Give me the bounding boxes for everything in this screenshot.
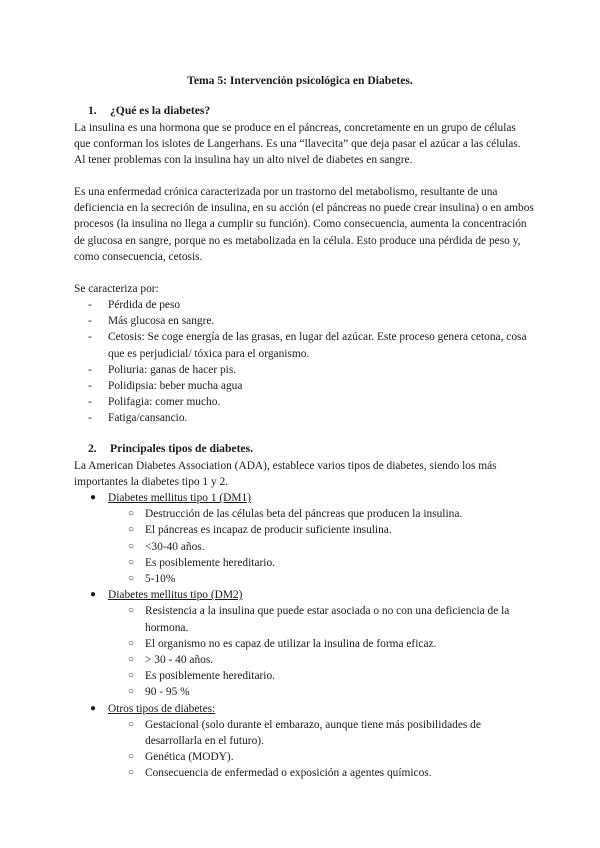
type-label: Diabetes mellitus tipo (DM2) [108,589,243,602]
list-item: ○ El páncreas es incapaz de producir suficiente insulina. [128,522,534,538]
section-2-heading [88,441,253,457]
characteristics-list [88,297,528,427]
type-other [88,701,534,782]
circle-bullet-icon: ○ [128,718,135,730]
bullet-icon: ● [90,702,97,714]
section-1-paragraph-2: Es una enfermedad crónica caracterizada por un trastorno del metabolismo, resultante de una deficiencia en la secreción de insulina, en su acción (el páncreas no puede crear insulina) o en ambos procesos (la insulina no llega a cumplir su función). Como consecuencia, aumenta la concentración de glucosa en sangre, porque no es metabolizada en la célula. Esto produce una pérdida de peso y, como consecuencia, cetosis. [74,186,534,263]
circle-bullet-icon: ○ [128,508,135,520]
section-1-title: ¿Qué es la diabetes? [110,104,211,117]
list-item: ○ 5-10% [128,571,534,587]
list-item: - Más glucosa en sangre. [88,315,215,328]
type-other-items [108,717,534,782]
list-item: - Fatiga/cansancio. [88,412,188,425]
list-item: - Polidipsia: beber mucha agua [88,380,243,393]
type-dm1-items [108,506,534,587]
circle-bullet-icon: ○ [128,637,135,649]
circle-bullet-icon: ○ [128,670,135,682]
section-1-heading [88,103,210,119]
list-item: ○ <30-40 años. [128,539,534,555]
list-item: - Cetosis: Se coge energía de las grasas, en lugar del azúcar. Este proceso genera cetona, cosa que es perjudicial/ tóxica para el organismo. [88,331,527,360]
bullet-icon: ● [90,492,97,503]
list-item: ○ 90 - 95 % [128,684,534,700]
type-label: Otros tipos de diabetes: [108,702,216,715]
type-dm2-items [108,603,534,700]
characteristics-intro: Se caracteriza por: [74,283,159,295]
section-1-paragraph-1: La insulina es una hormona que se produce en el páncreas, concretamente en un grupo de células que conforman los islotes de Langerhans. Es una “llavecita” que deja pasar el azúcar a las células. Al tener problemas con la insulina hay un alto nivel de diabetes en sangre. [74,122,521,167]
list-item: - Pérdida de peso [88,299,181,311]
circle-bullet-icon: ○ [128,556,135,568]
circle-bullet-icon: ○ [128,654,135,666]
diabetes-types-list [88,490,534,782]
bullet-icon: ● [90,589,97,601]
circle-bullet-icon: ○ [128,751,135,763]
list-item: ○ Destrucción de las células beta del páncreas que producen la insulina. [128,506,534,522]
list-item: ○ Genética (MODY). [128,749,534,765]
type-dm1 [88,490,534,587]
circle-bullet-icon: ○ [128,540,135,552]
type-label: Diabetes mellitus tipo 1 (DM1) [108,492,251,504]
section-2-title: Principales tipos de diabetes. [110,442,253,455]
list-item: ○ Consecuencia de enfermedad o exposición a agentes químicos. [128,765,534,781]
section-2-intro: La American Diabetes Association (ADA), establece varios tipos de diabetes, siendo los más importantes la diabetes tipo 1 y 2. [74,460,497,489]
circle-bullet-icon: ○ [128,767,135,779]
circle-bullet-icon: ○ [128,605,135,617]
document-title: Tema 5: Intervención psicológica en Diabetes. [187,74,413,87]
list-item: ○ > 30 - 40 años. [128,652,534,668]
circle-bullet-icon: ○ [128,524,135,536]
list-item: ○ Es posiblemente hereditario. [128,668,534,684]
type-dm2 [88,587,534,700]
list-item: ○ El organismo no es capaz de utilizar la insulina de forma eficaz. [128,636,534,652]
list-item: ○ Es posiblemente hereditario. [128,555,534,571]
list-item: ○ Resistencia a la insulina que puede estar asociada o no con una deficiencia de la hormona. [128,605,510,634]
circle-bullet-icon: ○ [128,686,135,698]
list-item: - Polifagia: comer mucho. [88,396,221,409]
circle-bullet-icon: ○ [128,573,135,585]
list-item: - Poliuria: ganas de hacer pis. [88,363,237,376]
section-1-number: 1. [88,104,97,117]
section-2-number: 2. [88,442,97,455]
list-item: ○ Gestacional (solo durante el embarazo, aunque tiene más posibilidades de desarrollarla en el futuro). [128,718,481,748]
